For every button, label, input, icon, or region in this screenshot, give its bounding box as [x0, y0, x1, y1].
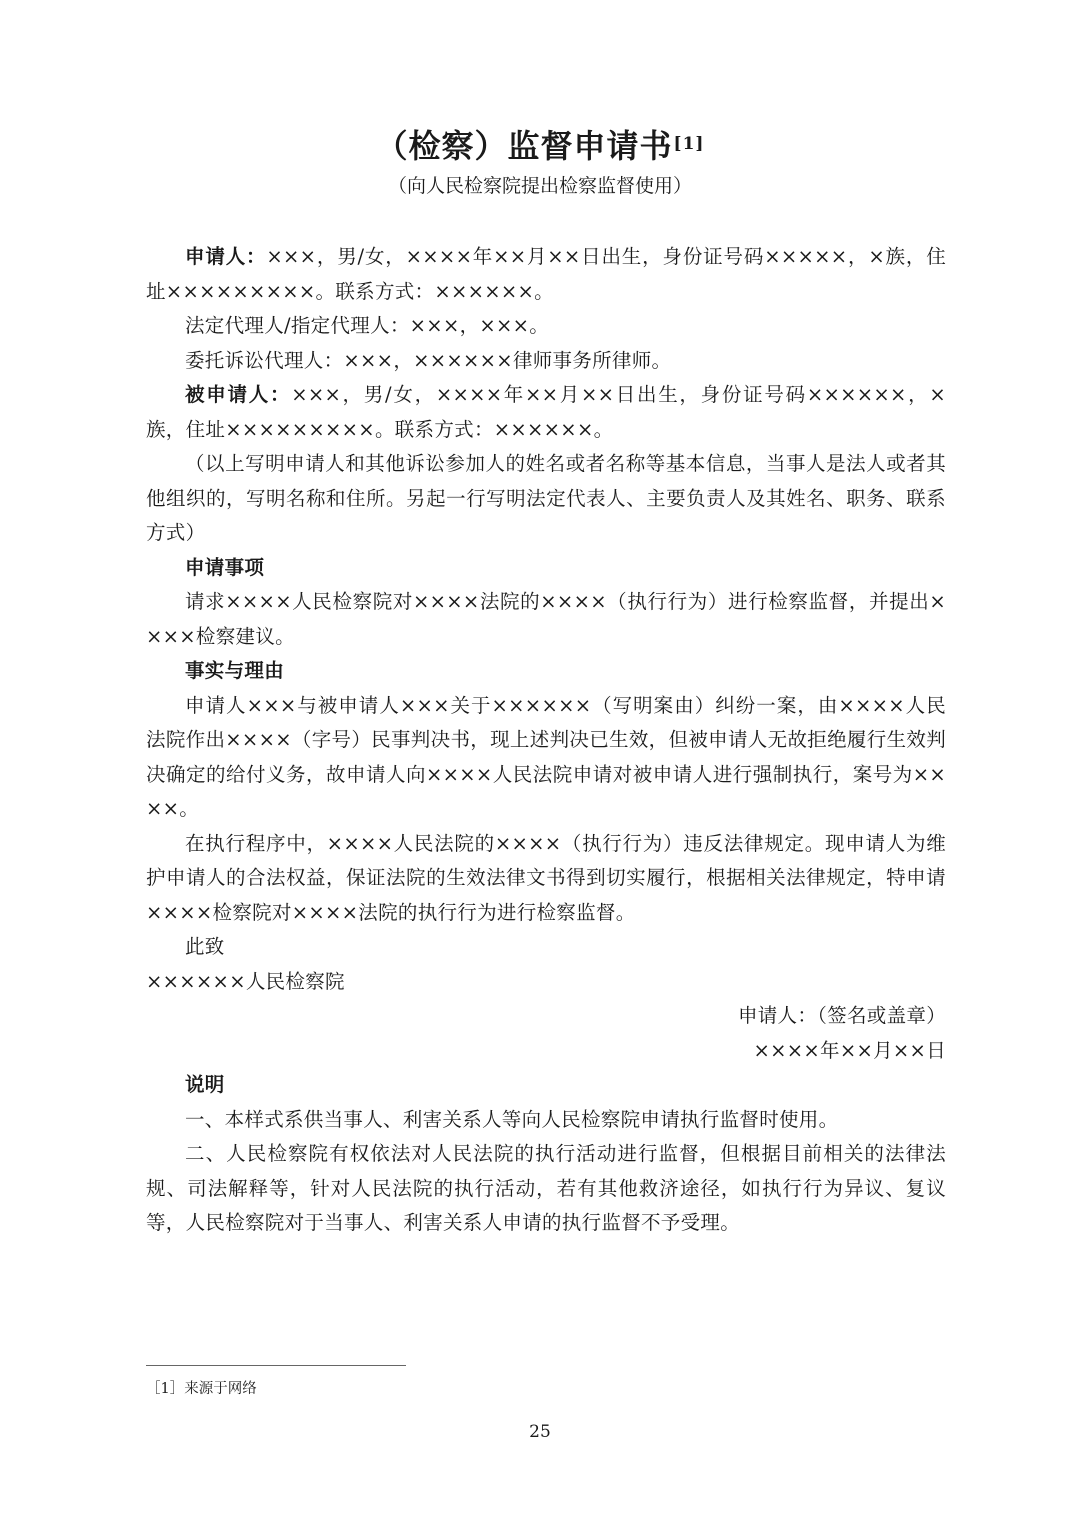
respondent-paragraph [146, 378, 946, 447]
notes-heading: 说明 [185, 1073, 225, 1096]
legal-representative-paragraph: 法定代理人/指定代理人：×××，×××。 [185, 314, 550, 337]
document-title [0, 126, 1080, 166]
request-heading: 申请事项 [185, 555, 265, 579]
document-subtitle: （向人民检察院提出检察监督使用） [387, 175, 692, 197]
closing-salutation: 此致 [185, 935, 225, 958]
closing-recipient: ××××××人民检察院 [146, 969, 345, 993]
page-number: 25 [529, 1422, 551, 1442]
litigation-agent-paragraph: 委托诉讼代理人：×××，××××××律师事务所律师。 [185, 348, 672, 372]
facts-paragraph-1: 申请人×××与被申请人×××关于××××××（写明案由）纠纷一案，由××××人民法院作出××××（字号）民事判决书，现上述判决已生效，但被申请人无故拒绝履行生效判决确定的给付义务，故申请人向××××人民法院申请对被申请人进行强制执行，案号为××××。 [146, 693, 946, 820]
facts-paragraph-2: 在执行程序中，××××人民法院的××××（执行行为）违反法律规定。现申请人为维护申请人的合法权益，保证法院的生效法律文书得到切实履行，根据相关法律规定，特申请××××检察院对××××法院的执行行为进行检察监督。 [146, 831, 946, 924]
respondent-label: 被申请人： [185, 383, 292, 406]
facts-heading: 事实与理由 [185, 659, 285, 682]
date-line: ××××年××月××日 [753, 1038, 946, 1062]
applicant-text: ×××，男/女，××××年××月××日出生，身份证号码×××××，×族，住址×××××××××。联系方式：××××××。 [146, 245, 946, 303]
document-body [146, 240, 946, 1241]
request-paragraph: 请求××××人民检察院对××××法院的××××（执行行为）进行检察监督，并提出××××检察建议。 [146, 590, 946, 648]
footnote-divider [146, 1365, 406, 1366]
applicant-paragraph [146, 240, 946, 309]
respondent-text: ×××，男/女，××××年××月××日出生，身份证号码××××××，×族，住址×××××××××。联系方式：××××××。 [146, 383, 946, 441]
footnote: ［1］来源于网络 [146, 1381, 257, 1397]
title-footnote-marker: [1] [673, 134, 705, 154]
applicant-label: 申请人： [185, 245, 267, 268]
parties-note-paragraph: （以上写明申请人和其他诉讼参加人的姓名或者名称等基本信息，当事人是法人或者其他组织的，写明名称和住所。另起一行写明法定代表人、主要负责人及其姓名、职务、联系方式） [146, 452, 946, 544]
notes-item-1: 一、本样式系供当事人、利害关系人等向人民检察院申请执行监督时使用。 [185, 1107, 839, 1131]
notes-item-2: 二、人民检察院有权依法对人民法院的执行活动进行监督，但根据目前相关的法律法规、司法解释等，针对人民法院的执行活动，若有其他救济途径，如执行行为异议、复议等，人民检察院对于当事人、利害关系人申请的执行监督不予受理。 [146, 1142, 946, 1234]
signature-line: 申请人：（签名或盖章） [737, 1004, 946, 1027]
title-text: （检察）监督申请书 [375, 127, 673, 165]
